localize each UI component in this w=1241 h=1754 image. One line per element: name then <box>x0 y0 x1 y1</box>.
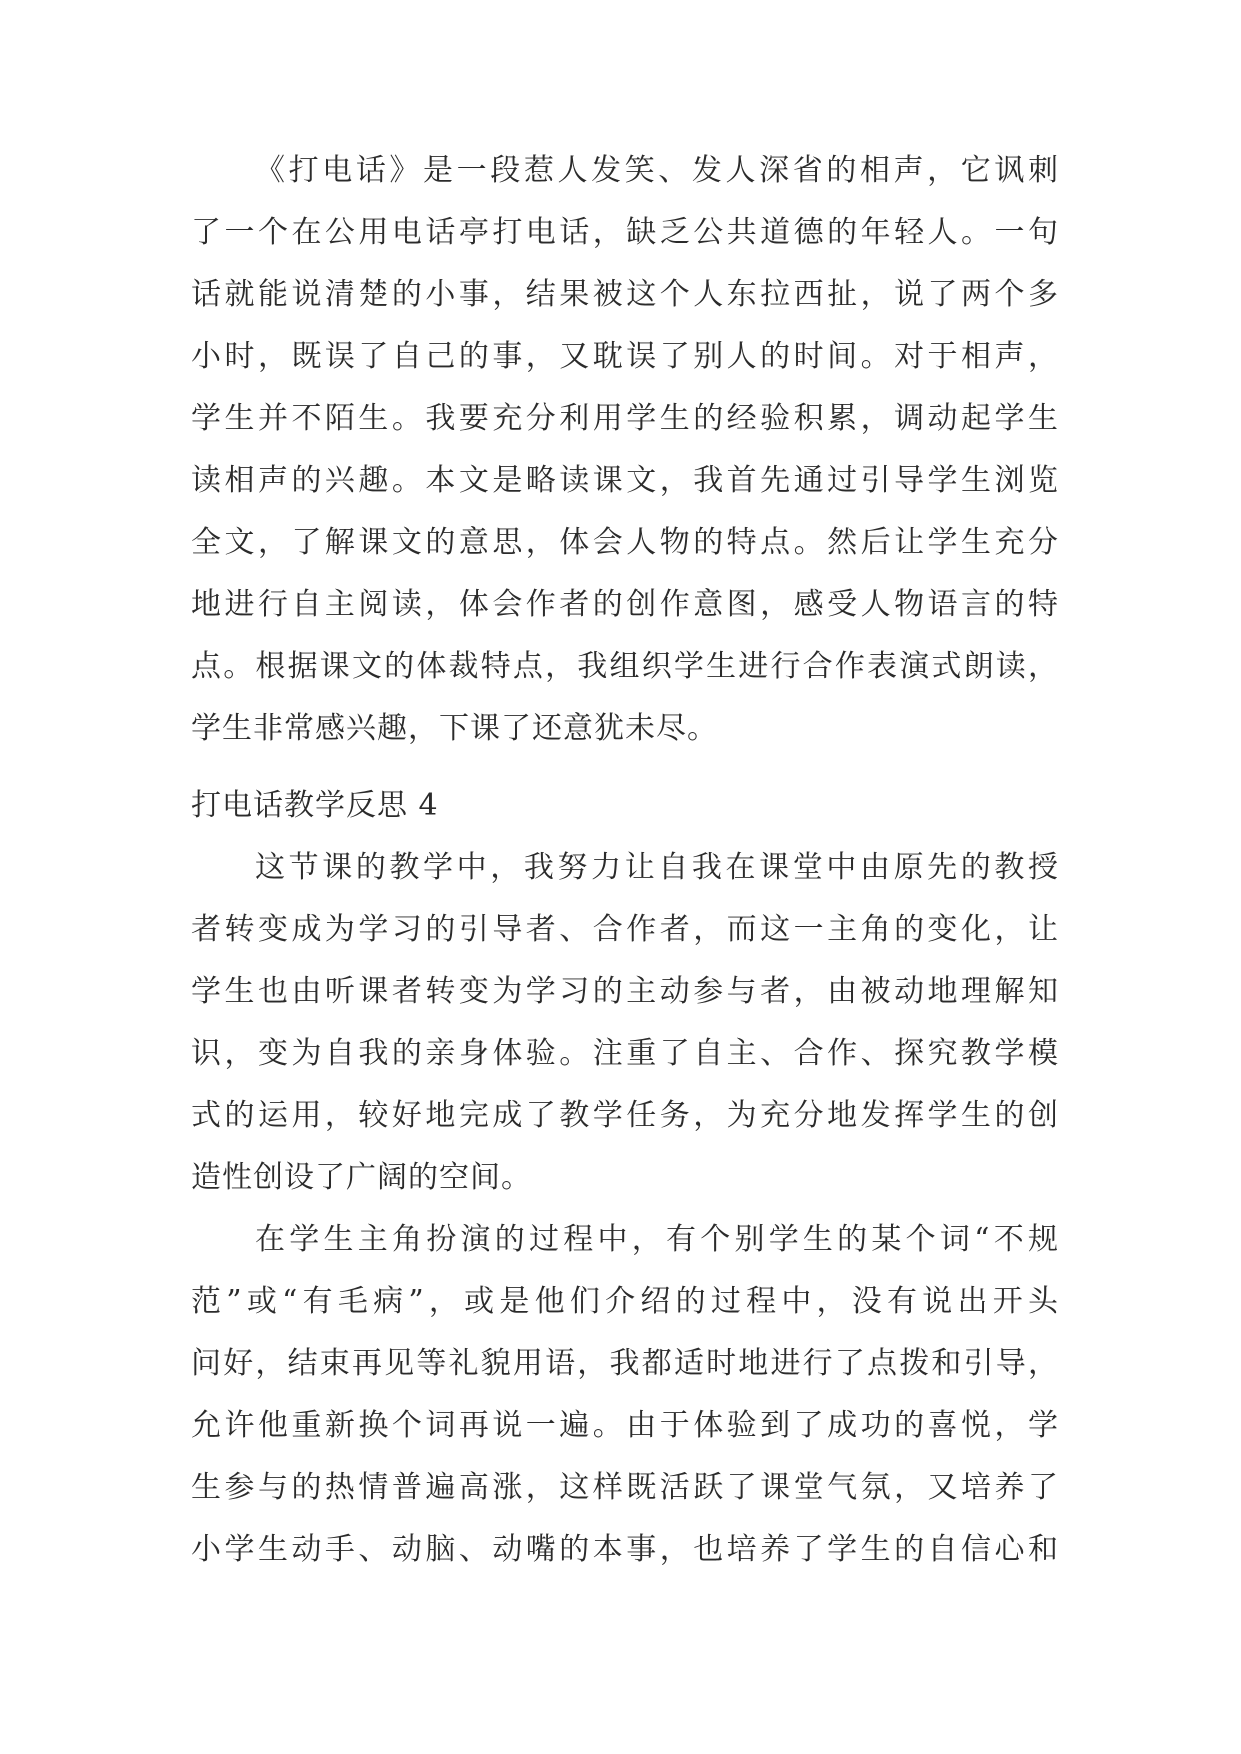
paragraph-1-line: 全文，了解课文的意思，体会人物的特点。然后让学生充分 <box>191 525 1059 560</box>
paragraph-2-line: 造性创设了广阔的空间。 <box>191 1160 532 1195</box>
paragraph-1 <box>191 140 1059 760</box>
paragraph-3-line: 问好，结束再见等礼貌用语，我都适时地进行了点拨和引导， <box>191 1346 1059 1381</box>
paragraph-2-line: 这节课的教学中，我努力让自我在课堂中由原先的教授 <box>255 850 1059 885</box>
paragraph-1-line: 读相声的兴趣。本文是略读课文，我首先通过引导学生浏览 <box>191 463 1059 498</box>
paragraph-1-line: 小时，既误了自己的事，又耽误了别人的时间。对于相声， <box>191 339 1059 374</box>
paragraph-3-line: 生参与的热情普遍高涨，这样既活跃了课堂气氛，又培养了 <box>191 1470 1059 1505</box>
paragraph-3-line: 允许他重新换个词再说一遍。由于体验到了成功的喜悦，学 <box>191 1408 1059 1443</box>
paragraph-1-line: 学生非常感兴趣，下课了还意犹未尽。 <box>191 711 718 746</box>
paragraph-2-line: 式的运用，较好地完成了教学任务，为充分地发挥学生的创 <box>191 1098 1059 1133</box>
paragraph-2 <box>191 837 1059 1209</box>
paragraph-2-line: 学生也由听课者转变为学习的主动参与者，由被动地理解知 <box>191 974 1059 1009</box>
paragraph-2-line: 识，变为自我的亲身体验。注重了自主、合作、探究教学模 <box>191 1036 1059 1071</box>
paragraph-3-line: 在学生主角扮演的过程中，有个别学生的某个词“不规 <box>255 1222 1059 1257</box>
paragraph-1-line: 地进行自主阅读，体会作者的创作意图，感受人物语言的特 <box>191 587 1059 622</box>
paragraph-1-line: 《打电话》是一段惹人发笑、发人深省的相声，它讽刺 <box>255 153 1059 188</box>
paragraph-1-line: 了一个在公用电话亭打电话，缺乏公共道德的年轻人。一句 <box>191 215 1059 250</box>
section-title: 打电话教学反思 4 <box>191 788 439 823</box>
paragraph-1-line: 学生并不陌生。我要充分利用学生的经验积累，调动起学生 <box>191 401 1059 436</box>
paragraph-1-line: 点。根据课文的体裁特点，我组织学生进行合作表演式朗读， <box>191 649 1059 684</box>
paragraph-1-line: 话就能说清楚的小事，结果被这个人东拉西扯，说了两个多 <box>191 277 1059 312</box>
paragraph-3-line: 范”或“有毛病”，或是他们介绍的过程中，没有说出开头 <box>191 1284 1059 1319</box>
paragraph-2-line: 者转变成为学习的引导者、合作者，而这一主角的变化，让 <box>191 912 1059 947</box>
paragraph-3 <box>191 1209 1059 1581</box>
paragraph-3-line: 小学生动手、动脑、动嘴的本事，也培养了学生的自信心和 <box>191 1532 1059 1567</box>
